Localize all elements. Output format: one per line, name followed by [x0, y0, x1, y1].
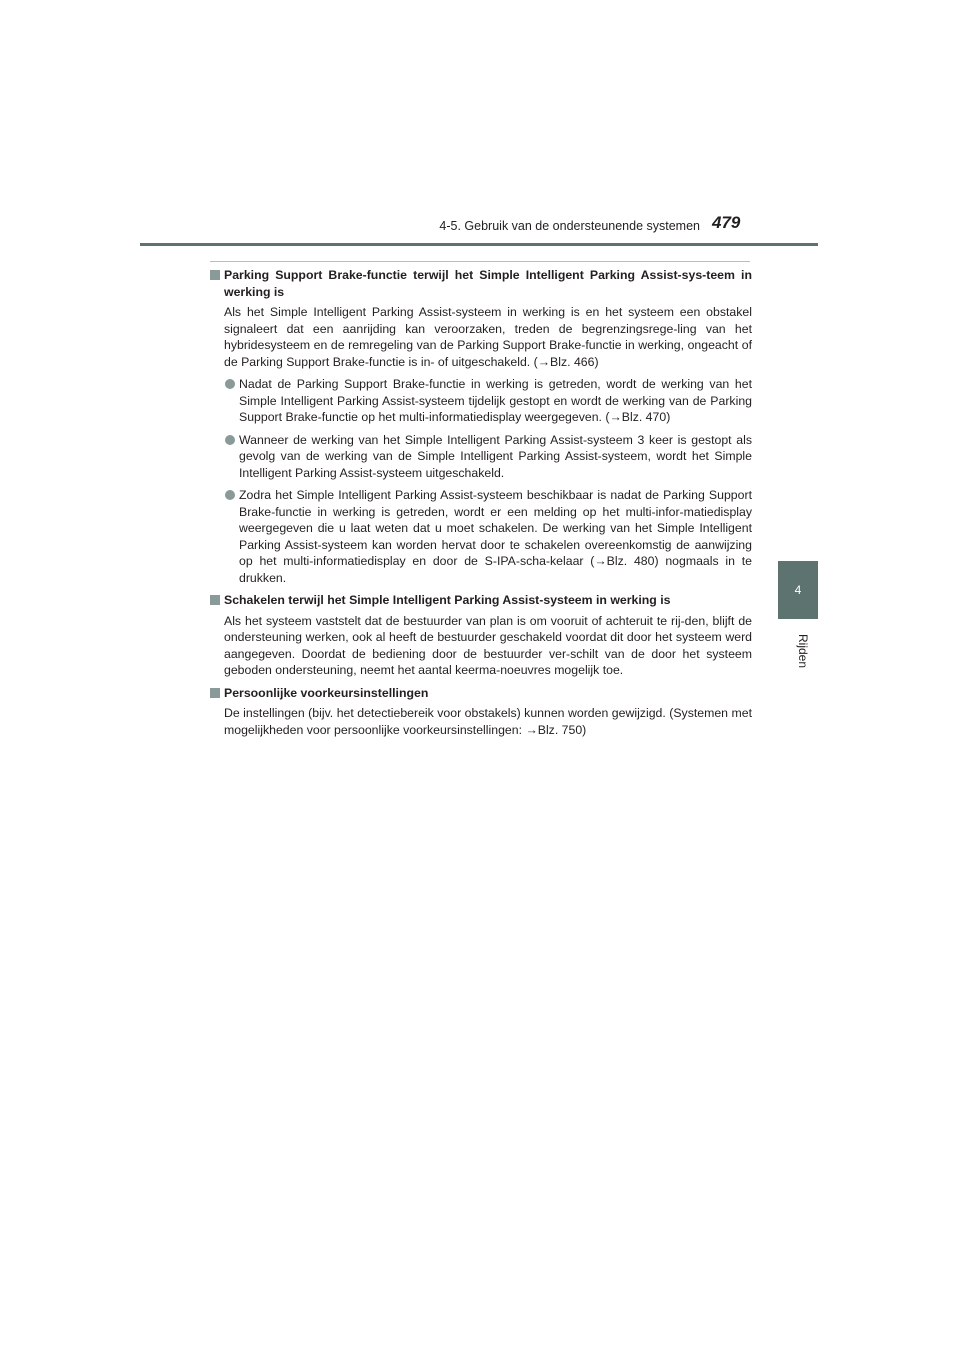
- header-divider: [140, 243, 818, 246]
- page-content: [210, 267, 752, 744]
- circle-bullet-icon: [225, 435, 235, 445]
- circle-bullet-icon: [225, 379, 235, 389]
- page-number: 479: [712, 213, 741, 232]
- circle-bullet-icon: [225, 490, 235, 500]
- section-parking-support-brake: [210, 267, 752, 586]
- square-bullet-icon: [210, 270, 220, 280]
- section-persoonlijke-voorkeursinstellingen: [210, 685, 752, 739]
- list-item-text: Zodra het Simple Intelligent Parking Assist-systeem beschikbaar is nadat de Parking Support Brake-functie in werking is getreden, wordt er een melding op het multi-infor-matiedisplay weergegeven die u laat weten dat u moet schakelen. De werking van het Simple Intelligent Parking Assist-systeem kan worden hervat door te schakelen overeenkomstig de aanwijzing op het multi-informatiedisplay en door de S-IPA-scha-kelaar (→Blz. 480) nogmaals in te drukken.: [239, 488, 752, 585]
- section-heading: [210, 685, 752, 702]
- header-section-title: 4-5. Gebruik van de ondersteunende systemen: [439, 219, 700, 233]
- section-paragraph: De instellingen (bijv. het detectiebereik voor obstakels) kunnen worden gewijzigd. (Systemen met mogelijkheden voor persoonlijke voorkeursinstellingen: →Blz. 750): [224, 706, 752, 737]
- list-item: [210, 376, 752, 426]
- square-bullet-icon: [210, 688, 220, 698]
- section-heading-text: Schakelen terwijl het Simple Intelligent Parking Assist-systeem in werking is: [224, 593, 671, 607]
- section-heading: [210, 592, 752, 609]
- chapter-tab[interactable]: [778, 561, 818, 619]
- section-paragraph: Als het Simple Intelligent Parking Assist-systeem in werking is en het systeem een obstakel signaleert dat een aanrijding kan veroorzaken, treden de begrenzingsrege-ling van het hybridesysteem en de remregeling van de Parking Support Brake-functie in werking, ongeacht of de Parking Support Brake-functie is in- of uitgeschakeld. (→Blz. 466): [224, 305, 752, 369]
- section-schakelen: [210, 592, 752, 679]
- section-heading: [210, 267, 752, 300]
- list-item: [210, 487, 752, 586]
- chapter-label: Rijden: [796, 634, 810, 669]
- section-heading-text: Parking Support Brake-functie terwijl het Simple Intelligent Parking Assist-sys-teem in werking is: [224, 268, 752, 299]
- square-bullet-icon: [210, 595, 220, 605]
- list-item-text: Nadat de Parking Support Brake-functie in werking is getreden, wordt de werking van het Simple Intelligent Parking Assist-systeem tijdelijk gestopt en wordt de werking van de Parking Support Brake-functie op het multi-informatiedisplay weergegeven. (→Blz. 470): [239, 377, 752, 424]
- chapter-number: 4: [794, 583, 802, 597]
- section-heading-text: Persoonlijke voorkeursinstellingen: [224, 685, 429, 700]
- section-paragraph: Als het systeem vaststelt dat de bestuurder van plan is om vooruit of achteruit te rij-den, blijft de ondersteuning werken, ook al heeft de bestuurder geschakeld voordat dit door het systeem werd aangegeven. Doordat de bediening door de bestuurder ver-schilt van de door het systeem geboden ondersteuning, neemt het aantal keerma-noeuvres mogelijk toe.: [224, 613, 752, 677]
- content-divider: [210, 261, 750, 262]
- list-item-text: Wanneer de werking van het Simple Intelligent Parking Assist-systeem 3 keer is gestopt als gevolg van de werking van de Simple Intelligent Parking Assist-systeem, wordt het Simple Intelligent Parking Assist-systeem uitgeschakeld.: [239, 432, 752, 480]
- list-item: [210, 432, 752, 482]
